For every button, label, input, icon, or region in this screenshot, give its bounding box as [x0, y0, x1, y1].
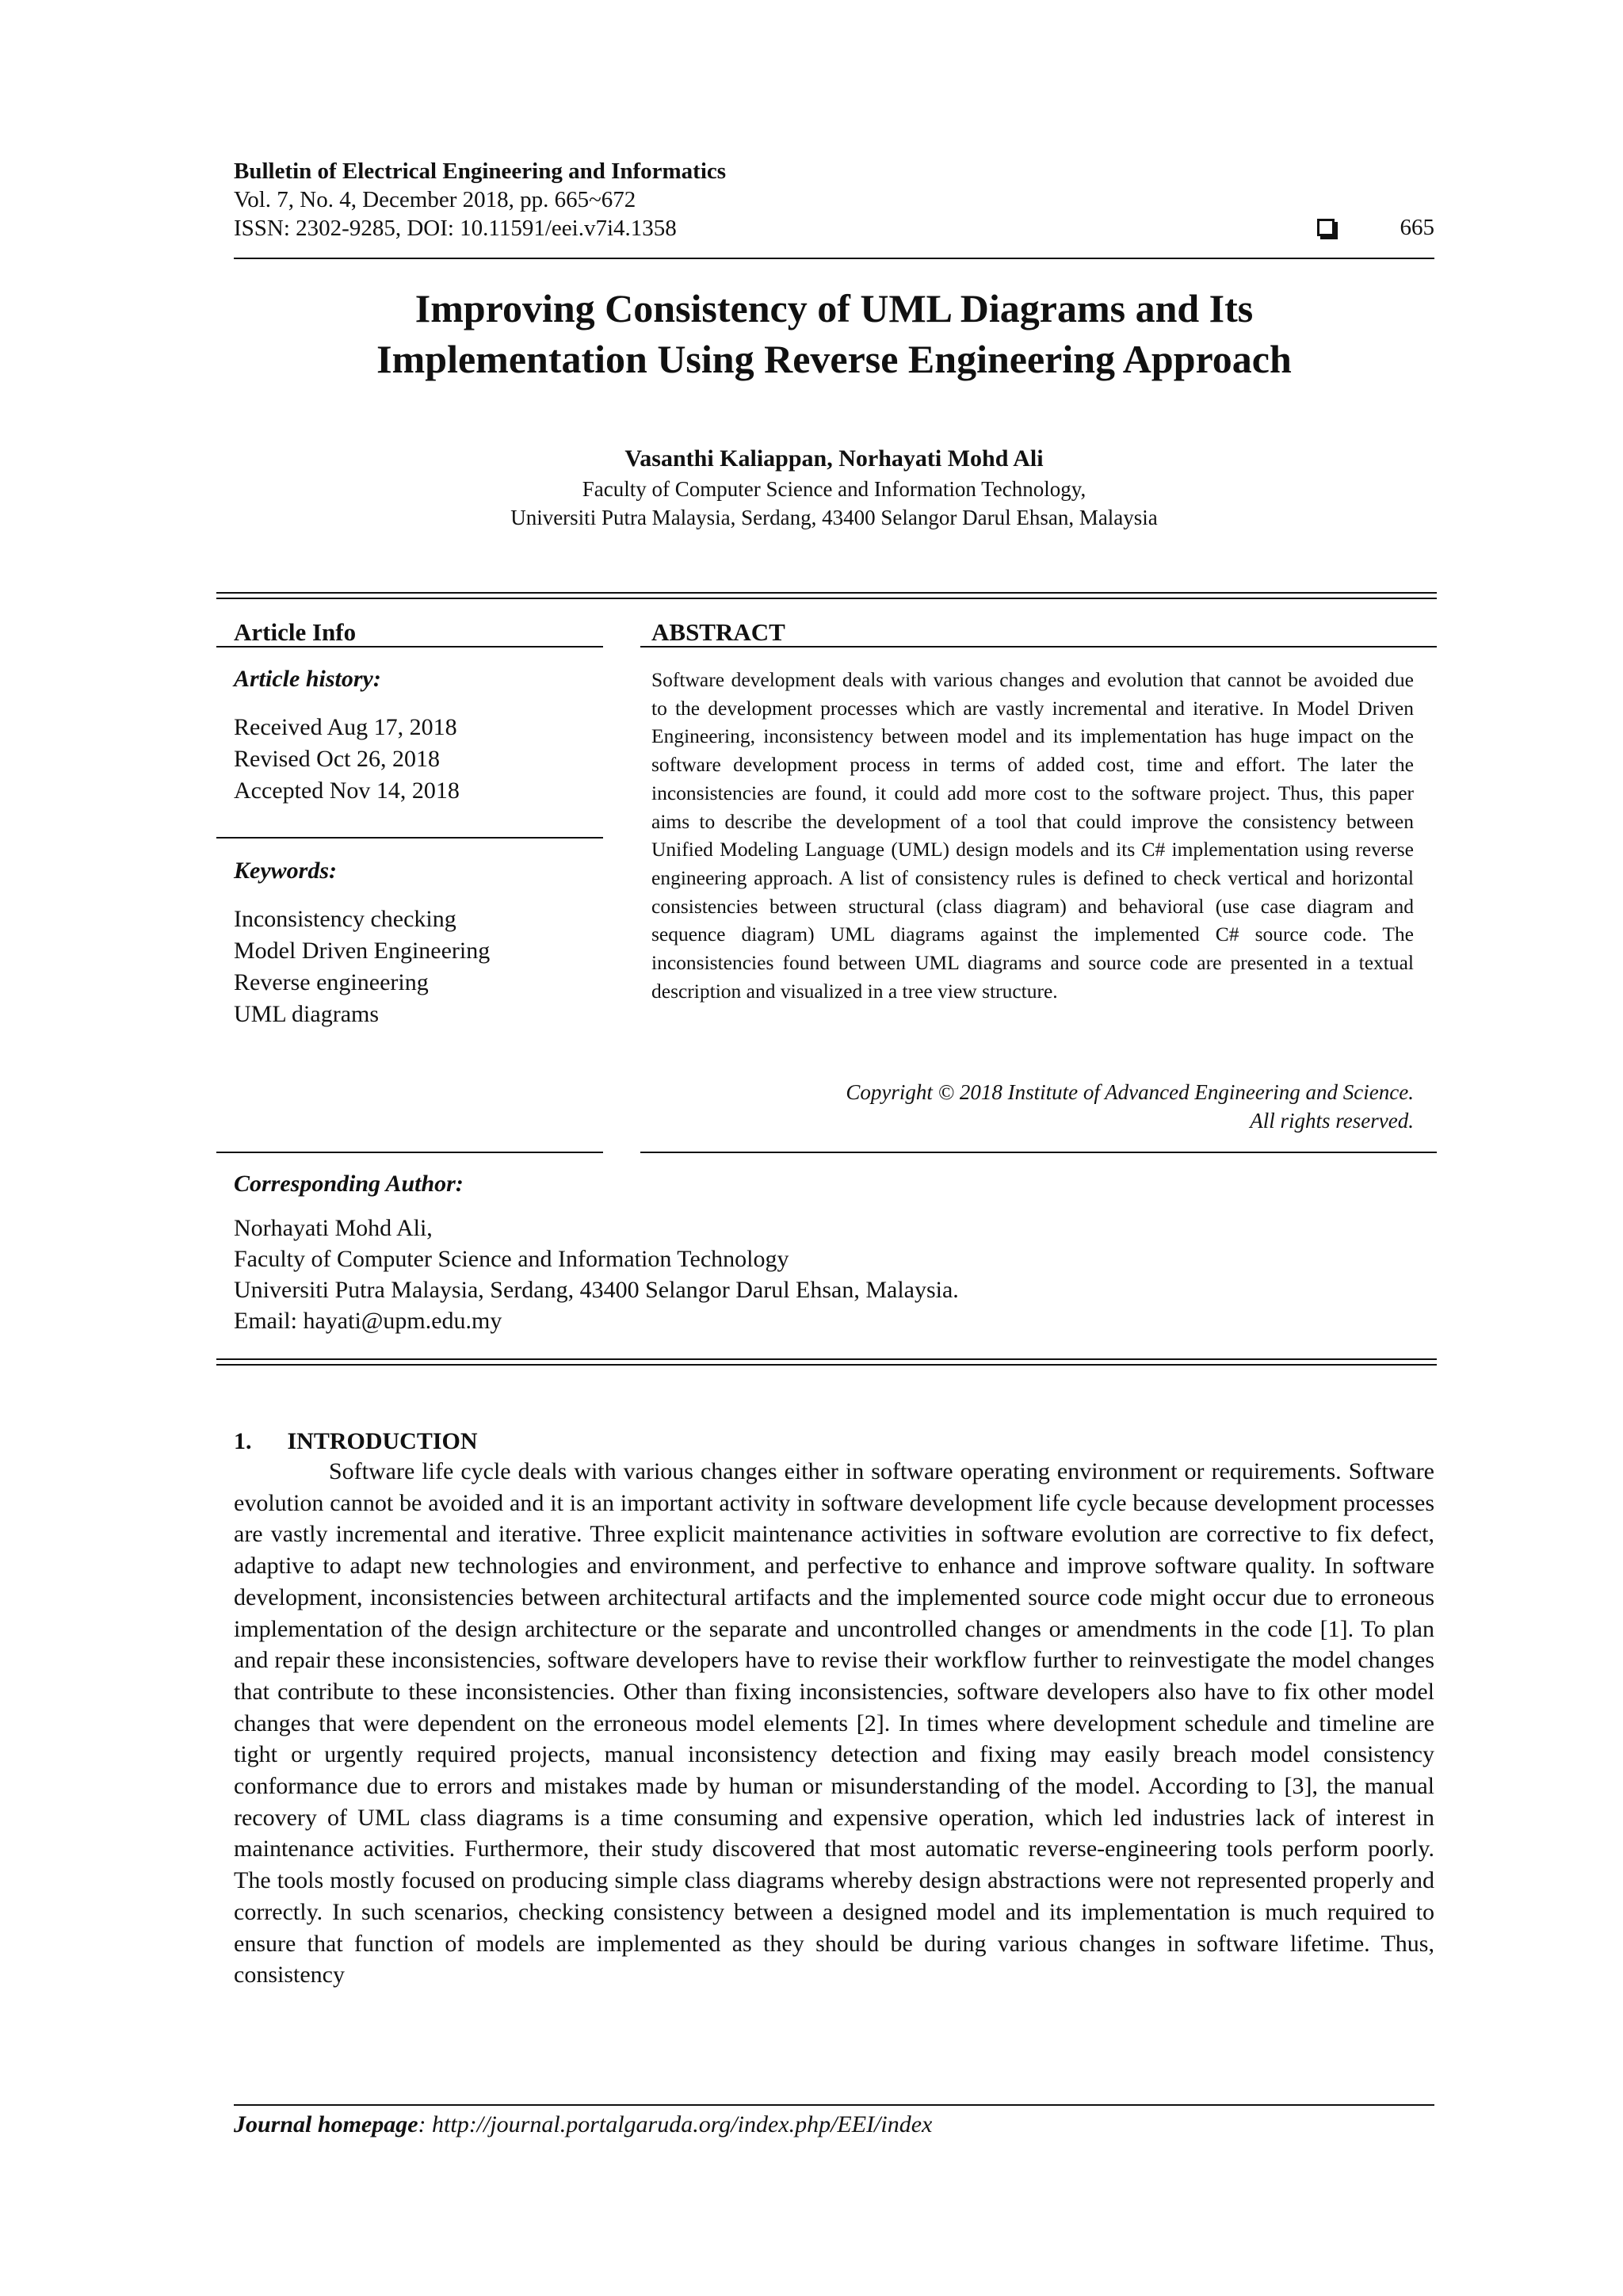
divider [216, 646, 603, 648]
keyword-item: Model Driven Engineering [234, 938, 491, 964]
corresponding-university: Universiti Putra Malaysia, Serdang, 43400 Selangor Darul Ehsan, Malaysia. [234, 1277, 959, 1303]
issn-doi: ISSN: 2302-9285, DOI: 10.11591/eei.v7i4.1358 [234, 216, 677, 241]
revised-date: Revised Oct 26, 2018 [234, 746, 440, 772]
affiliation-line-2: Universiti Putra Malaysia, Serdang, 43400 Selangor Darul Ehsan, Malaysia [510, 506, 1158, 529]
authors: Vasanthi Kaliappan, Norhayati Mohd Ali [624, 445, 1044, 472]
keyword-item: UML diagrams [234, 1001, 380, 1027]
volume-info: Vol. 7, No. 4, December 2018, pp. 665~672 [234, 187, 636, 212]
received-date: Received Aug 17, 2018 [234, 714, 457, 740]
article-info-heading: Article Info [234, 618, 357, 646]
title-line-1: Improving Consistency of UML Diagrams and Its [414, 286, 1254, 330]
divider [216, 1364, 1437, 1366]
paper-title [234, 283, 1434, 384]
checkbox-square-icon [1317, 219, 1335, 236]
copyright [651, 1078, 1414, 1135]
corresponding-name: Norhayati Mohd Ali, [234, 1215, 433, 1241]
divider [216, 598, 1437, 599]
introduction-text: Software life cycle deals with various changes either in software operating environment or requirements. Software evolution cannot be avoided and it is an important activity in software development life cycle because development processes are vastly incremental and iterative. Three explicit maintenance activities in software evolution are corrective to fix defect, adaptive to adapt new technologies and environment, and perfective to enhance and improve software quality. In software development, inconsistencies between architectural artifacts and the implemented source code might occur due to erroneous implementation of the design architecture or the separate and uncontrolled changes or amendments in the code [1]. To plan and repair these inconsistencies, software developers have to revise their workflow further to reinvestigate the model changes that contribute to these inconsistencies. Other than fixing inconsistencies, software developers also have to fix other model changes that were dependent on the erroneous model elements [2]. In times where development schedule and timeline are tight or urgently required projects, manual inconsistency detection and fixing may easily breach model consistency conformance due to errors and mistakes made by human or misunderstanding of the model. According to [3], the manual recovery of UML class diagrams is a time consuming and expensive operation, which led industries lack of interest in maintenance activities. Furthermore, their study discovered that most automatic reverse-engineering tools perform poorly. The tools mostly focused on producing simple class diagrams whereby design abstractions were not represented properly and correctly. In such scenarios, checking consistency between a designed model and its implementation is much required to ensure that function of models are implemented as they should be during various changes in software lifetime. Thus, consistency [234, 1458, 1434, 1988]
corresponding-faculty: Faculty of Computer Science and Information Technology [234, 1246, 789, 1272]
divider [640, 646, 1437, 648]
introduction-heading: 1. INTRODUCTION [234, 1428, 478, 1454]
affiliation-line-1: Faculty of Computer Science and Information Technology, [582, 477, 1086, 501]
abstract-text: Software development deals with various changes and evolution that cannot be avoided due to the development processes which are vastly incremental and iterative. In Model Driven Engineering, inconsistency between model and its implementation has huge impact on the software development process in terms of added cost, time and effort. The later the inconsistencies are found, it could add more cost to the software project. Thus, this paper aims to describe the development of a tool that could improve the consistency between Unified Modeling Language (UML) design models and its C# implementation using reverse engineering approach. A list of consistency rules is defined to check vertical and horizontal consistencies between structural (class diagram) and behavioral (use case diagram and sequence diagram) UML diagrams against the implemented C# source code. The inconsistencies found between UML diagrams and source code are presented in a textual description and visualized in a tree view structure. [651, 668, 1414, 1003]
footer-label: Journal homepage [234, 2111, 418, 2137]
keyword-item: Reverse engineering [234, 969, 429, 995]
divider [216, 592, 1437, 594]
footer [234, 2111, 932, 2138]
corresponding-email: Email: hayati@upm.edu.my [234, 1308, 502, 1334]
page-number: 665 [1400, 215, 1434, 240]
header-rule [234, 258, 1434, 259]
copyright-line-2: All rights reserved. [1250, 1109, 1414, 1133]
copyright-line-1: Copyright © 2018 Institute of Advanced Engineering and Science. [846, 1080, 1414, 1104]
keywords-heading: Keywords: [234, 858, 337, 884]
keyword-item: Inconsistency checking [234, 906, 456, 932]
journal-homepage-link[interactable]: : http://journal.portalgaruda.org/index.php/EEI/index [418, 2111, 933, 2137]
divider [640, 1152, 1437, 1153]
divider [216, 837, 603, 839]
article-history-heading: Article history: [234, 666, 381, 692]
journal-name: Bulletin of Electrical Engineering and Informatics [234, 159, 727, 184]
abstract-heading: ABSTRACT [651, 618, 785, 646]
divider [216, 1358, 1437, 1360]
footer-rule [234, 2104, 1434, 2106]
title-line-2: Implementation Using Reverse Engineering Approach [376, 337, 1292, 381]
accepted-date: Accepted Nov 14, 2018 [234, 777, 460, 804]
corresponding-details [234, 1213, 959, 1336]
corresponding-heading: Corresponding Author: [234, 1171, 464, 1197]
divider [216, 1152, 603, 1153]
